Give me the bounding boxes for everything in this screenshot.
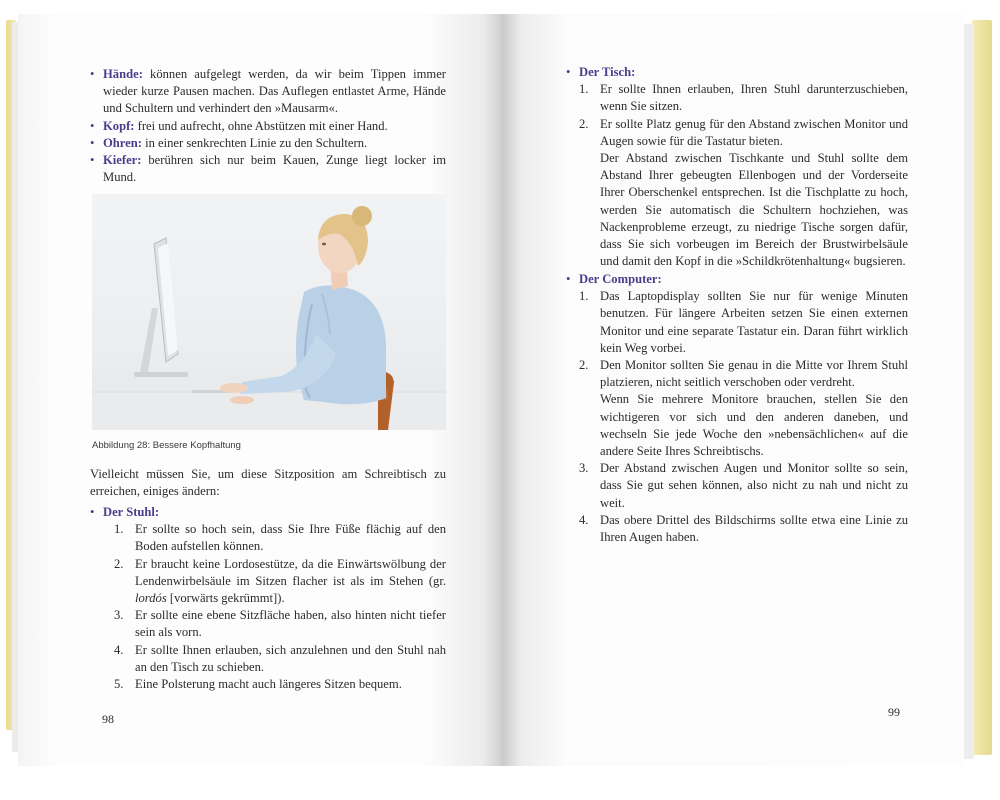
list-item-kiefer: • Kiefer: berühren sich nur beim Kauen, Zunge liegt locker im Mund. [90, 152, 446, 186]
table-section [566, 64, 908, 270]
section-heading-stuhl: • Der Stuhl: [90, 504, 446, 521]
figure-caption: Abbildung 28: Bessere Kopfhaltung [92, 440, 241, 451]
posture-illustration [92, 194, 446, 430]
list-item-haende: • Hände: können aufgelegt werden, da wir beim Tippen immer wieder kurze Pausen machen. Das Auflegen entlastet Arme, Hände und Schultern und verhindert den »Mausarm«. [90, 66, 446, 118]
list-item: 2. Er sollte Platz genug für den Abstand zwischen Monitor und Augen sowie für die Tastatur bieten. Der Abstand zwischen Tischkante und Stuhl sollte dem Abstand Ihrer gebeugten Ellenbogen und der Vorderseite Ihrer Oberschenkel entsprechen. Ist die Tischplatte zu hoch, werden Sie automatisch die Schultern hochziehen, was Nackenprobleme erzeugt, zu niedrige Tische sorgen dafür, dass Sie sich vorbeugen im Bereich der Brustwirbelsäule und damit den Kopf in die »Schildkrötenhaltung« bugsieren. [579, 116, 908, 269]
list-item: 1. Er sollte so hoch sein, dass Sie Ihre Füße flächig auf den Boden aufstellen können. [114, 522, 446, 554]
list-item-kopf: • Kopf: frei und aufrecht, ohne Abstützen mit einer Hand. [90, 118, 446, 135]
list-item: 4. Er sollte Ihnen erlauben, sich anzulehnen und den Stuhl nah an den Tisch zu schieben. [114, 642, 446, 674]
list-item: 2. Den Monitor sollten Sie genau in die Mitte vor Ihrem Stuhl platzieren, nicht seitlich verschoben oder verdreht. Wenn Sie mehrere Monitore brauchen, stellen Sie den wichtigeren vor sich und den anderen daneben, und wechseln Sie jede Woche den »nebensächlichen« auf die andere Seite Ihres Schreibtischs. [579, 358, 908, 459]
list-item-ohren: • Ohren: in einer senkrechten Linie zu den Schultern. [90, 135, 446, 152]
chair-list [90, 521, 446, 693]
person-shape [220, 206, 386, 404]
table-list [566, 81, 908, 270]
posture-photo [92, 194, 446, 430]
section-heading-tisch: • Der Tisch: [566, 64, 908, 81]
computer-list [566, 288, 908, 546]
chair-section [90, 504, 446, 693]
list-item: 2. Er braucht keine Lordosestütze, da die Einwärtswölbung der Lendenwirbelsäule im Sitzen flacher ist als im Stehen (gr. lordós [vorwärts gekrümmt]). [114, 556, 446, 606]
page-number-left: 98 [102, 712, 114, 726]
list-item: 1. Er sollte Ihnen erlauben, Ihren Stuhl darunterzuschieben, wenn Sie sitzen. [579, 82, 908, 114]
body-parts-list [90, 66, 446, 186]
intro-paragraph: Vielleicht müssen Sie, um diese Sitzposition am Schreibtisch zu erreichen, einiges ändern: [90, 467, 446, 499]
list-item: 3. Der Abstand zwischen Augen und Monitor sollte so sein, dass Sie gut sehen können, also nicht zu nah und nicht zu weit. [579, 461, 908, 510]
page-number-right: 99 [888, 705, 900, 719]
list-item: 3. Er sollte eine ebene Sitzfläche haben, also hinten nicht tiefer sein als vorn. [114, 608, 446, 640]
list-item: 1. Das Laptopdisplay sollten Sie nur für wenige Minuten benutzen. Für längere Arbeiten setzen Sie einen externen Monitor und eine separate Tastatur ein. Daran führt wirklich kein Weg vorbei. [579, 289, 908, 355]
section-heading-computer: • Der Computer: [566, 271, 908, 288]
computer-section [566, 271, 908, 546]
list-item: 4. Das obere Drittel des Bildschirms sollte etwa eine Linie zu Ihren Augen haben. [579, 512, 908, 545]
list-item: 5. Eine Polsterung macht auch längeres Sitzen bequem. [114, 677, 402, 692]
book-cover-edge-right [972, 20, 992, 755]
monitor-shape [134, 238, 188, 377]
